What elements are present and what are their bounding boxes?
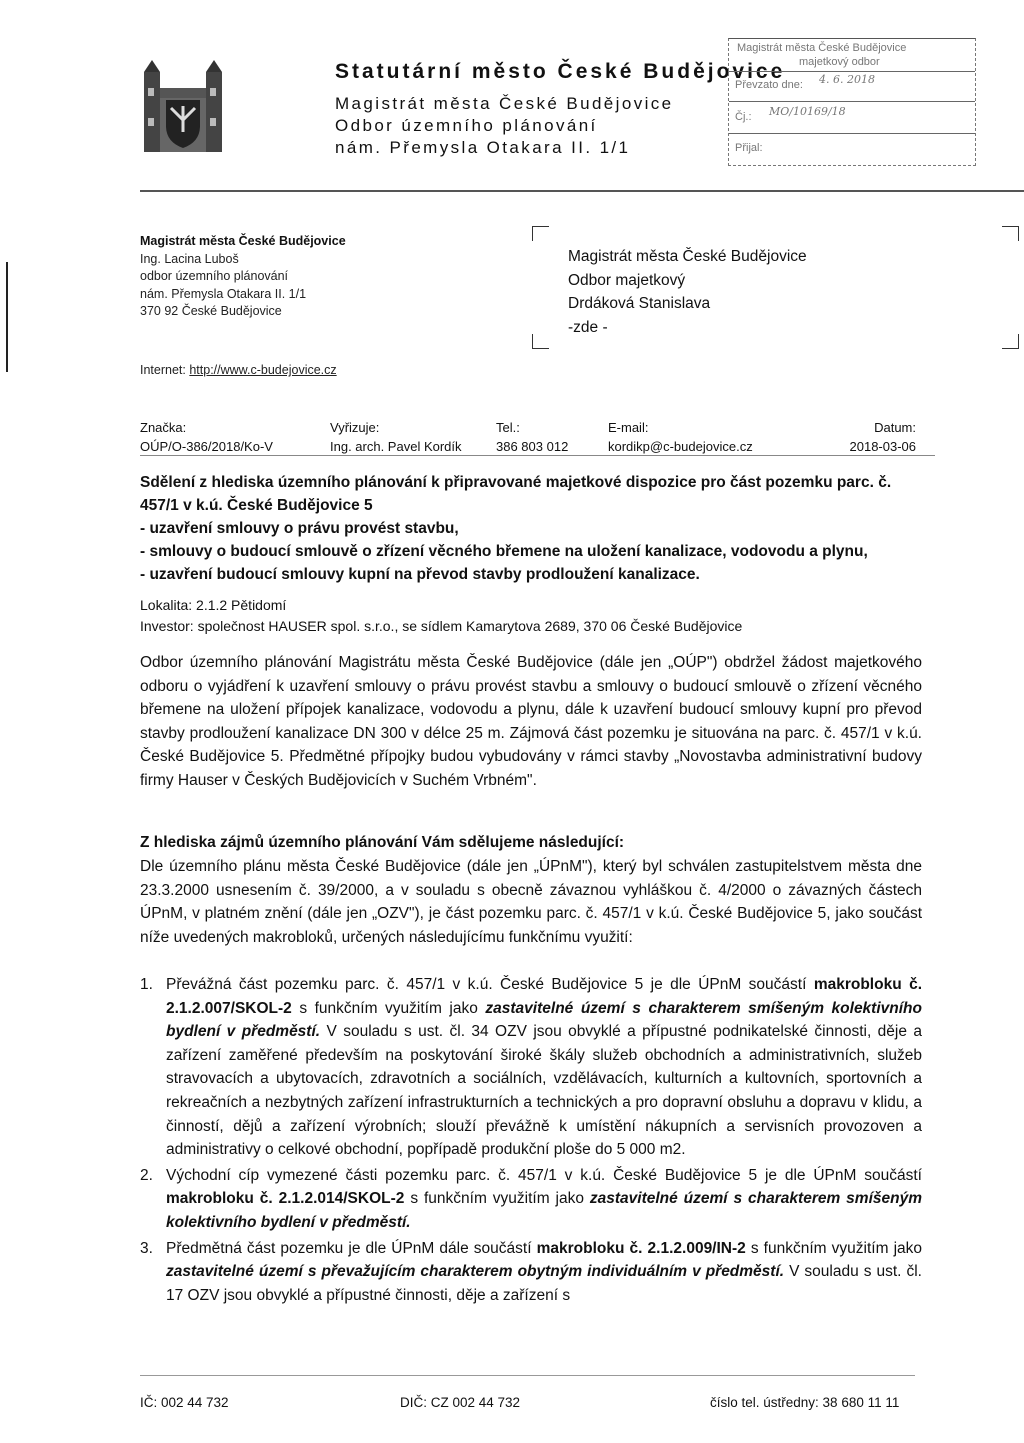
stamp-cj-label: Čj.: [735, 111, 752, 123]
recipient-line-department: Odbor majetkový [568, 271, 686, 289]
header-divider [140, 190, 1024, 192]
header-line-office: Magistrát města České Budějovice [335, 94, 674, 113]
footer-phone: číslo tel. ústředny: 38 680 11 11 [710, 1395, 900, 1410]
recipient-line-person: Drdáková Stanislava [568, 295, 711, 312]
list-item: 1. Převážná část pozemku parc. č. 457/1 v k.ú. České Budějovice 5 je dle ÚPnM součástí makrobloku č. 2.1.2.007/SKOL-2 s funkčním využitím jako zastavitelné území s charakterem smíšeným kolektivního bydlení v předměstí. V souladu s ust. čl. 34 OZV jsou obvyklé a přípustné podnikatelské činnosti, děje a zařízení zaměřené především na poskytování široké škály služeb obchodních a administrativních, služeb stravovacích a ubytovacích, zdravotních a sociálních, vzdělávacích, kulturních a kultovních, sportovních a rekreačních a nezbytných zařízení infrastrukturních a technických a pro dopravní obsluhu a dopravu v klidu, a činností, dějů a zařízení výrobních; slouží převážně k umístění nákupních a servisních provozoven a administrativy o celkové obchodní, popřípadě produkční ploše do 5 000 m2. [140, 976, 922, 1159]
sender-department: odbor územního plánování [140, 269, 289, 283]
paragraph-intro: Odbor územního plánování Magistrátu města České Budějovice (dále jen „OÚP") obdržel žádost majetkového odboru o vyjádření k uzavření smlouvy o právu provést stavbu a smlouvy o budoucí smlouvě o zřízení věcného břemene na uložení přípojek kanalizace, vodovodu a plynu, dále k uzavření budoucí smlouvy kupní pro převod stavby prodloužení kanalizace DN 300 v délce 25 m. Zájmová část pozemku je situována na parc. č. 457/1 v k.ú. České Budějovice 5. Předmětné přípojky budou vybudovány v rámci stavby „Novostavba administrativní budovy firmy Hauser v Českých Budějovicích v Suchém Vrbném". [140, 654, 922, 789]
ref-tel: Tel.: 386 803 012 [496, 420, 569, 454]
address-window-corner-tl [532, 226, 549, 241]
recipient-line-office: Magistrát města České Budějovice [568, 248, 807, 265]
header-line-address: nám. Přemysla Otakara II. 1/1 [335, 138, 631, 157]
address-window-corner-tr [1002, 226, 1019, 241]
stamp-office: Magistrát města České Budějovice [737, 42, 907, 54]
stamp-received-value: 4. 6. 2018 [819, 73, 875, 86]
subject-line-1: Sdělení z hlediska územního plánování k připravované majetkové dispozice pro část pozemku parc. č. 457/1 v k.ú. České Budějovice 5 [140, 474, 892, 514]
investor: Investor: společnost HAUSER spol. s.r.o., se sídlem Kamarytova 2689, 370 06 České Budějovice [140, 618, 743, 634]
subject-line-2: - uzavření smlouvy o právu provést stavbu, [140, 520, 459, 537]
internet-link[interactable]: http://www.c-budejovice.cz [189, 363, 337, 377]
ref-vyrizuje: Vyřizuje: Ing. arch. Pavel Kordík [330, 420, 462, 454]
footer-divider [140, 1375, 915, 1376]
lokalita: Lokalita: 2.1.2 Pětidomí [140, 597, 287, 613]
subject-line-3: - smlouvy o budoucí smlouvě o zřízení věcného břemene na uložení kanalizace, vodovodu a plynu, [140, 543, 868, 560]
address-window-corner-br [1002, 334, 1019, 349]
address-window-corner-bl [532, 334, 549, 349]
paragraph-zoning: Dle územního plánu města České Budějovice (dále jen „ÚPnM"), který byl schválen zastupitelstvem města dne 23.3.2000 usnesením č. 39/2000, a v souladu s obecně závaznou vyhláškou č. 4/2000 o závazných částech ÚPnM, v platném znění (dále jen „OZV"), je část pozemku parc. č. 457/1 v k.ú. České Budějovice 5, jako součást níže uvedených makrobloků, určených následujícímu funkčnímu využití: [140, 858, 922, 946]
recipient-block [568, 245, 807, 339]
section-heading: Z hlediska zájmů územního plánování Vám sdělujeme následující: [140, 834, 625, 851]
sender-city: 370 92 České Budějovice [140, 304, 282, 318]
subject [140, 471, 920, 586]
zoning-list [140, 973, 922, 1307]
stamp-department: majetkový odbor [799, 56, 880, 68]
list-item: 2. Východní cíp vymezené části pozemku parc. č. 457/1 v k.ú. České Budějovice 5 je dle ÚPnM součástí makrobloku č. 2.1.2.014/SKOL-2 s funkčním využitím jako zastavitelné území s charakterem smíšeným kolektivního bydlení v předměstí. [140, 1166, 922, 1231]
internet-label: Internet: [140, 363, 186, 377]
footer-ic: IČ: 002 44 732 [140, 1395, 229, 1410]
header-title: Statutární město České Budějovice [335, 60, 786, 83]
ref-email: E-mail: kordikp@c-budejovice.cz [608, 420, 753, 454]
footer-dic: DIČ: CZ 002 44 732 [400, 1395, 521, 1410]
stamp-prijal-label: Přijal: [735, 142, 763, 154]
city-crest-logo [138, 58, 228, 158]
reference-divider [140, 455, 935, 456]
ref-znacka: Značka: OÚP/O-386/2018/Ko-V [140, 420, 273, 454]
stamp-cj-value: MO/10169/18 [769, 105, 846, 118]
sender-org: Magistrát města České Budějovice [140, 234, 346, 248]
subject-line-4: - uzavření budoucí smlouvy kupní na převod stavby prodloužení kanalizace. [140, 566, 700, 583]
sender-name: Ing. Lacina Luboš [140, 251, 239, 266]
ref-datum: Datum: 2018-03-06 [849, 420, 916, 454]
sender-internet [140, 363, 337, 377]
sender-block [140, 233, 346, 321]
sender-street: nám. Přemysla Otakara II. 1/1 [140, 286, 307, 301]
scan-edge-mark [6, 262, 8, 372]
stamp-received-label: Převzato dne: [735, 79, 803, 91]
recipient-line-local: -zde - [568, 318, 608, 336]
list-item: 3. Předmětná část pozemku je dle ÚPnM dále součástí makrobloku č. 2.1.2.009/IN-2 s funkčním využitím jako zastavitelné území s převažujícím charakterem obytným individuálním v předměstí. V souladu s ust. čl. 17 OZV jsou obvyklé a přípustné činnosti, děje a zařízení s [140, 1239, 922, 1304]
registry-stamp [728, 38, 976, 166]
header-line-department: Odbor územního plánování [335, 116, 598, 135]
